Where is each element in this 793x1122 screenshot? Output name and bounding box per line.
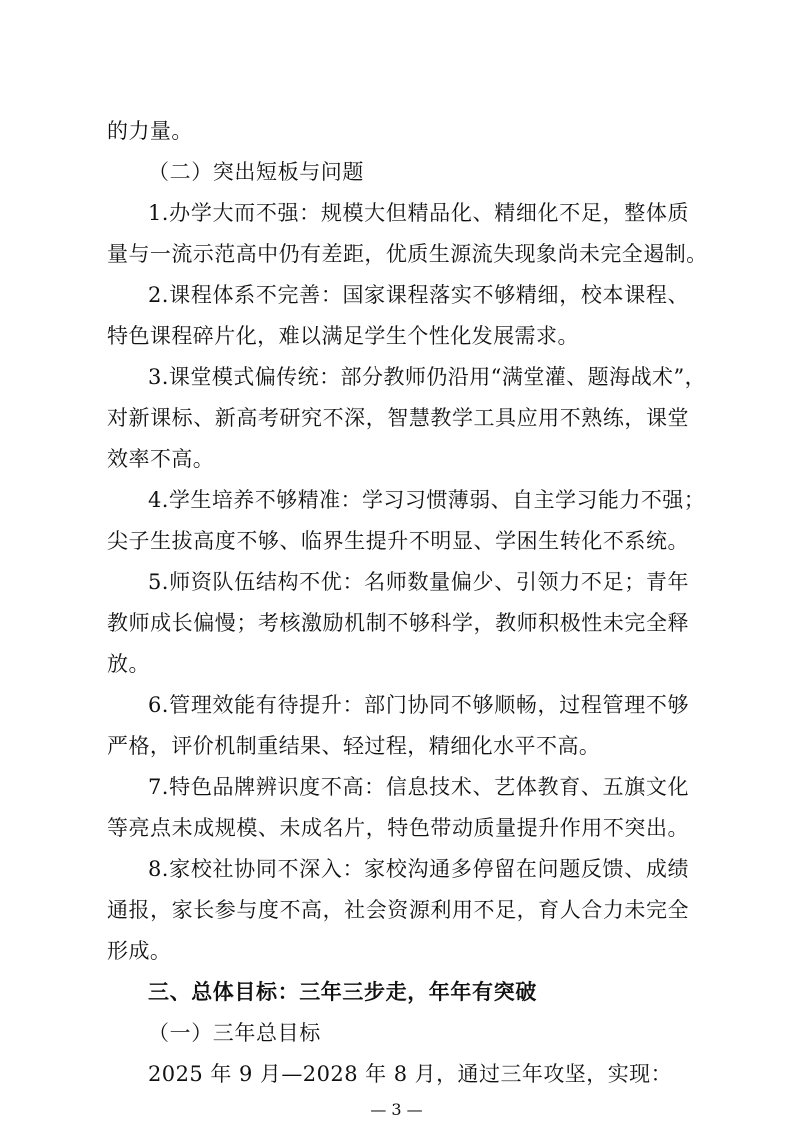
section-heading-overall-goals: 三、总体目标：三年三步走，年年有突破 xyxy=(148,980,537,1004)
paragraph-line: 对新课标、新高考研究不深，智慧教学工具应用不熟练，课堂 xyxy=(107,406,689,430)
text-line-continuation: 的力量。 xyxy=(107,119,193,143)
paragraph-line: 形成。 xyxy=(107,939,172,963)
paragraph-line: 严格，评价机制重结果、轻过程，精细化水平不高。 xyxy=(107,734,601,758)
paragraph-line: 特色课程碎片化，难以满足学生个性化发展需求。 xyxy=(107,324,579,348)
paragraph-line: 放。 xyxy=(107,652,150,676)
paragraph-line: 1.办学大而不强：规模大但精品化、精细化不足，整体质 xyxy=(148,201,689,225)
paragraph-line: 7.特色品牌辨识度不高：信息技术、艺体教育、五旗文化 xyxy=(148,775,689,799)
paragraph-line: 2025 年 9 月—2028 年 8 月，通过三年攻坚，实现： xyxy=(148,1062,673,1086)
paragraph-line: 8.家校社协同不深入：家校沟通多停留在问题反馈、成绩 xyxy=(148,857,689,881)
paragraph-line: 量与一流示范高中仍有差距，优质生源流失现象尚未完全遏制。 xyxy=(107,242,708,266)
paragraph-line: 效率不高。 xyxy=(107,447,215,471)
paragraph-line: 教师成长偏慢；考核激励机制不够科学，教师积极性未完全释 xyxy=(107,611,689,635)
paragraph-line: 6.管理效能有待提升：部门协同不够顺畅，过程管理不够 xyxy=(148,693,689,717)
paragraph-line: 2.课程体系不完善：国家课程落实不够精细，校本课程、 xyxy=(148,283,689,307)
paragraph-line: 4.学生培养不够精准：学习习惯薄弱、自主学习能力不强； xyxy=(148,488,706,512)
paragraph-line: 等亮点未成规模、未成名片，特色带动质量提升作用不突出。 xyxy=(107,816,689,840)
page-number: — 3 — xyxy=(370,1100,423,1119)
subsection-heading-three-year-goal: （一）三年总目标 xyxy=(148,1021,321,1045)
section-heading-shortcomings: （二）突出短板与问题 xyxy=(148,160,364,184)
paragraph-line: 通报，家长参与度不高，社会资源利用不足，育人合力未完全 xyxy=(107,898,689,922)
paragraph-line: 3.课堂模式偏传统：部分教师仍沿用“满堂灌、题海战术”， xyxy=(148,365,707,389)
paragraph-line: 5.师资队伍结构不优：名师数量偏少、引领力不足；青年 xyxy=(148,570,689,594)
paragraph-line: 尖子生拔高度不够、临界生提升不明显、学困生转化不系统。 xyxy=(107,529,689,553)
